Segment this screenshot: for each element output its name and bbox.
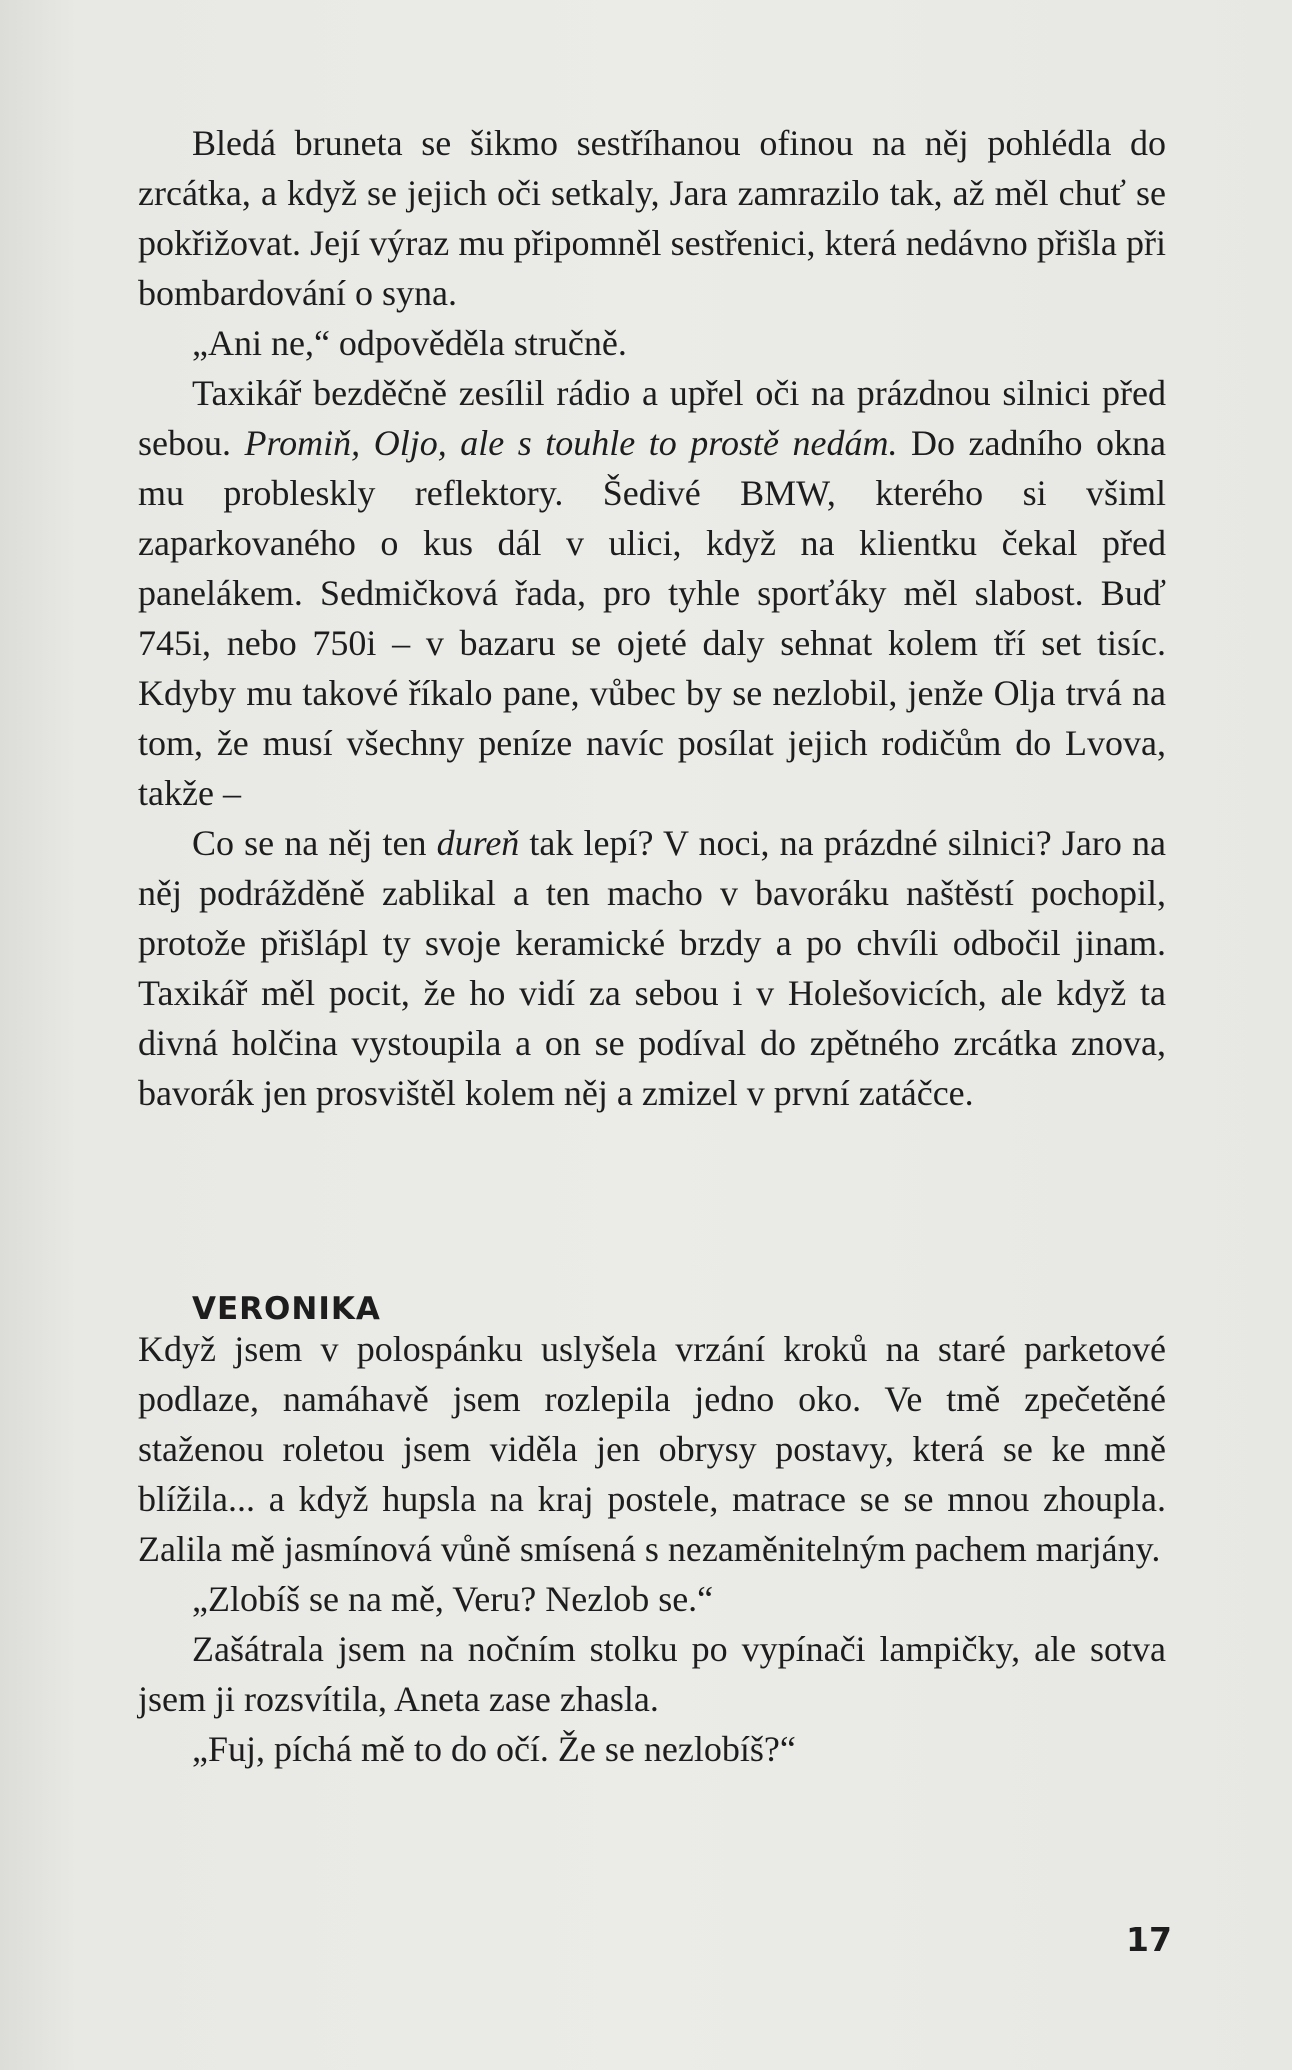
paragraph	[138, 818, 1166, 1118]
paragraph: „Fuj, píchá mě to do očí. Že se nezlobíš?“	[192, 1729, 796, 1769]
paragraph: „Ani ne,“ odpověděla stručně.	[192, 323, 627, 363]
text-run: tak lepí? V noci, na prázdné silnici? Jaro na něj podrážděně zablikal a ten macho v bavoráku naštěstí pochopil, protože přišlápl ty svoje keramické brzdy a po chvíli odbočil jinam. Taxikář měl pocit, že ho vidí za sebou i v Holešovicích, ale když ta divná holčina vystoupila a on se podíval do zpětného zrcátka znova, bavorák jen prosvištěl kolem něj a zmizel v první zatáčce.	[138, 823, 1166, 1113]
text-run: Do zadního okna mu probleskly reflektory. Šedivé BMW, kterého si všiml zaparkovaného o kus dál v ulici, když na klientku čekal před panelákem. Sedmičková řada, pro tyhle sporťáky měl slabost. Buď 745i, nebo 750i – v bazaru se ojeté daly sehnat kolem tří set tisíc. Kdyby mu takové říkalo pane, vůbec by se nezlobil, jenže Olja trvá na tom, že musí všechny peníze navíc posílat jejich rodičům do Lvova, takže –	[138, 423, 1166, 813]
italic-text: dureň	[436, 823, 520, 863]
page-number: 17	[1126, 1920, 1172, 1959]
text-run: Taxikář bezděčně zesílil rádio a upřel oči na prázdnou silnici před sebou.	[138, 373, 1166, 463]
section-heading: VERONIKA	[192, 1291, 381, 1327]
paragraph: Bledá bruneta se šikmo sestříhanou ofinou na něj pohlédla do zrcátka, a když se jejich oči setkaly, Jara zamrazilo tak, až měl chuť se pokřižovat. Její výraz mu připomněl sestřenici, která nedávno přišla při bombardování o syna.	[138, 123, 1166, 313]
paragraph: „Zlobíš se na mě, Veru? Nezlob se.“	[192, 1579, 714, 1619]
body-text-upper	[138, 118, 1166, 1118]
italic-text: Promiň, Oljo, ale s touhle to prostě nedám.	[244, 423, 898, 463]
text-run: Co se na něj ten	[192, 823, 437, 863]
paragraph	[138, 368, 1166, 818]
paragraph: Když jsem v polospánku uslyšela vrzání kroků na staré parketové podlaze, namáhavě jsem rozlepila jedno oko. Ve tmě zpečetěné staženou roletou jsem viděla jen obrysy postavy, která se ke mně blížila... a když hupsla na kraj postele, matrace se se mnou zhoupla. Zalila mě jasmínová vůně smísená s nezaměnitelným pachem marjány.	[138, 1329, 1166, 1569]
body-text-lower	[138, 1324, 1166, 1774]
paragraph: Zašátrala jsem na nočním stolku po vypínači lampičky, ale sotva jsem ji rozsvítila, Aneta zase zhasla.	[138, 1629, 1166, 1719]
